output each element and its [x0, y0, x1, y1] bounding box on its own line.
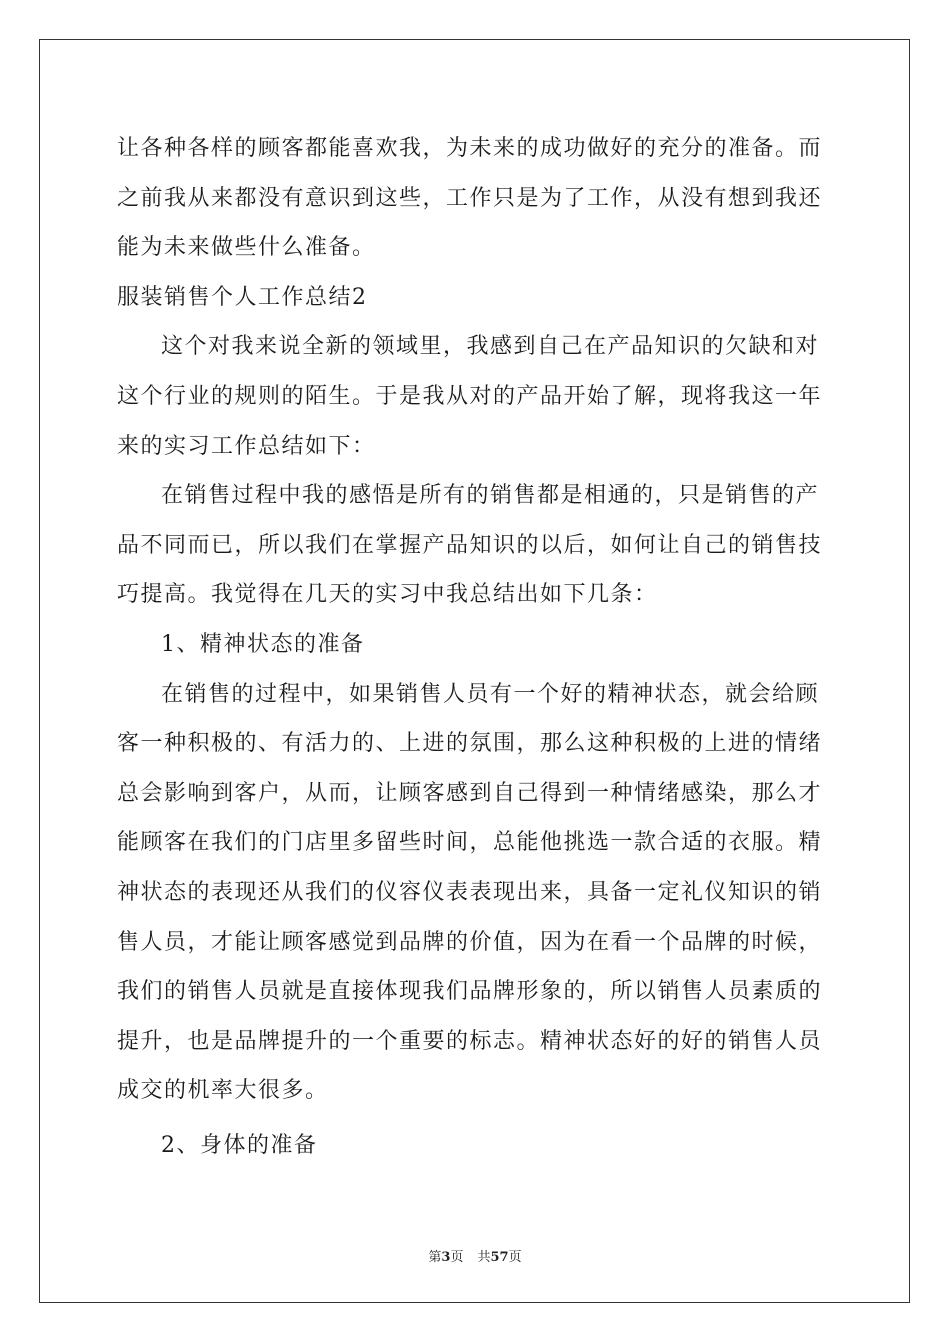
- paragraph-line: 品不同而已，所以我们在掌握产品知识的以后，如何让自己的销售技: [117, 532, 823, 558]
- paragraph-line: 让各种各样的顾客都能喜欢我，为未来的成功做好的充分的准备。而: [117, 136, 823, 161]
- paragraph-line: 能为未来做些什么准备。: [117, 235, 376, 261]
- paragraph-line: 神状态的表现还从我们的仪容仪表表现出来，具备一定礼仪知识的销: [117, 879, 823, 905]
- subheading: 2、身体的准备: [161, 1132, 318, 1158]
- paragraph-line: 能顾客在我们的门店里多留些时间，总能他挑选一款合适的衣服。精: [117, 830, 823, 856]
- total-pages: 57: [490, 1250, 509, 1265]
- total-prefix: 共: [477, 1250, 491, 1265]
- paragraph-line: 提升，也是品牌提升的一个重要的标志。精神状态好的好的销售人员: [117, 1028, 823, 1054]
- paragraph-line: 这个行业的规则的陌生。于是我从对的产品开始了解，现将我这一年: [117, 383, 823, 409]
- page-number: 3: [441, 1250, 451, 1265]
- total-suffix: 页: [508, 1250, 522, 1265]
- paragraph-line: 巧提高。我觉得在几天的实习中我总结出如下几条：: [117, 582, 658, 608]
- paragraph-line: 在销售过程中我的感悟是所有的销售都是相通的，只是销售的产: [161, 483, 820, 509]
- paragraph-line: 这个对我来说全新的领域里，我感到自己在产品知识的欠缺和对: [161, 334, 820, 360]
- page-prefix: 第: [428, 1250, 442, 1265]
- page-suffix: 页: [450, 1250, 464, 1265]
- paragraph-line: 总会影响到客户，从而，让顾客感到自己得到一种情绪感染，那么才: [117, 780, 823, 806]
- paragraph-line: 成交的机率大很多。: [117, 1078, 329, 1104]
- paragraph-line: 之前我从来都没有意识到这些，工作只是为了工作，从没有想到我还: [117, 185, 823, 211]
- paragraph-line: 客一种积极的、有活力的、上进的氛围，那么这种积极的上进的情绪: [117, 731, 823, 757]
- paragraph-line: 我们的销售人员就是直接体现我们品牌形象的，所以销售人员素质的: [117, 979, 823, 1005]
- paragraph-line: 在销售的过程中，如果销售人员有一个好的精神状态，就会给顾: [161, 681, 820, 707]
- page-footer: [0, 1246, 950, 1265]
- document-body: [117, 124, 833, 1170]
- paragraph-line: 售人员，才能让顾客感觉到品牌的价值，因为在看一个品牌的时候，: [117, 929, 823, 955]
- paragraph-line: 来的实习工作总结如下：: [117, 433, 376, 459]
- subheading: 1、精神状态的准备: [161, 631, 365, 657]
- section-title: 服装销售个人工作总结2: [117, 284, 368, 310]
